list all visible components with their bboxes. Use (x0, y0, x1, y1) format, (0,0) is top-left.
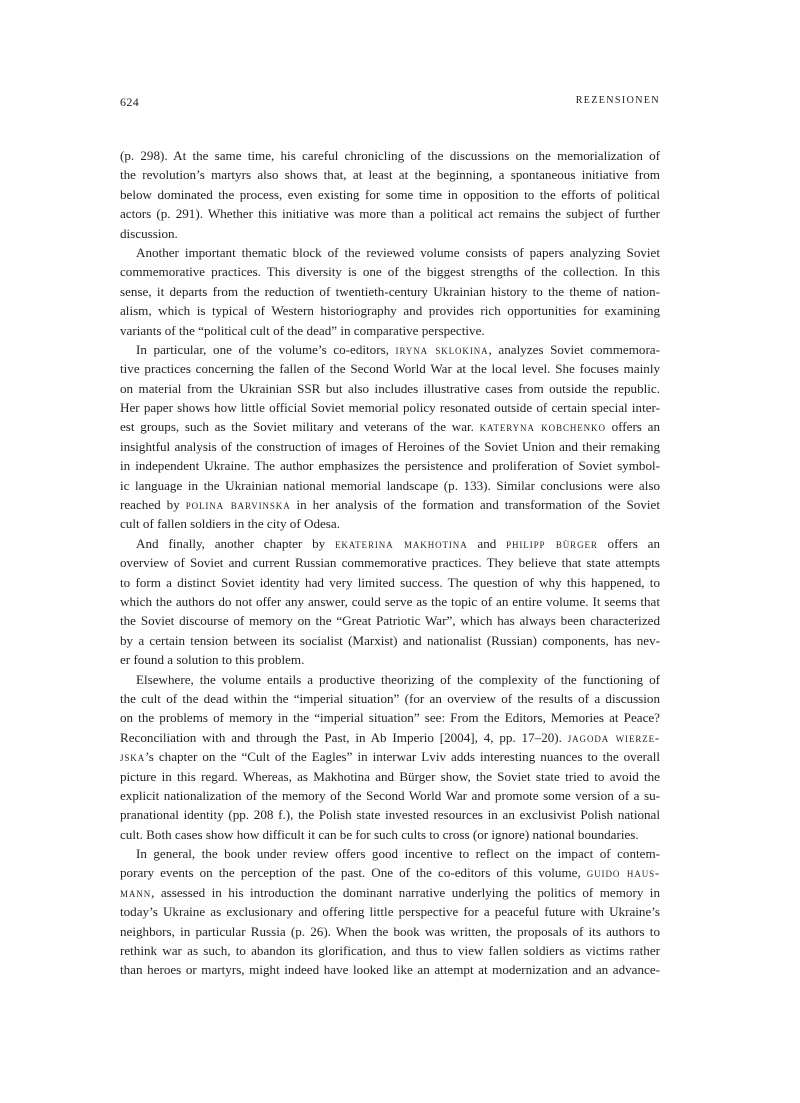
text-span: reached by (120, 497, 186, 513)
text-span: than heroes or martyrs, might indeed have looked like an attempt at modernization and an advance- (120, 962, 660, 978)
text-span: alism, which is typical of Western historiography and provides rich opportunities for examining (120, 303, 660, 319)
text-line (120, 650, 660, 669)
text-span: overview of Soviet and current Russian commemorative practices. They believe that state attempts (120, 555, 660, 571)
text-line (120, 301, 660, 320)
text-line (120, 417, 660, 436)
text-line (120, 863, 660, 882)
text-line (120, 204, 660, 223)
text-span: picture in this regard. Whereas, as Makhotina and Bürger show, the Soviet state tried to avoid the (120, 768, 660, 784)
text-span: sense, it departs from the reduction of twentieth-century Ukrainian history to the theme of nation- (120, 283, 660, 299)
text-span: and (467, 535, 507, 551)
text-line (120, 146, 660, 165)
author-name: iryna sklokina (395, 342, 489, 357)
text-span: explicit nationalization of the memory of the Second World War and promote some version of a su- (120, 787, 660, 803)
text-line (120, 767, 660, 786)
text-line (120, 728, 660, 747)
text-span: to form a distinct Soviet identity had very limited success. The question of why this happened, to (120, 574, 660, 590)
running-head (120, 95, 660, 111)
text-line (120, 670, 660, 689)
text-line (120, 689, 660, 708)
text-line (120, 514, 660, 533)
text-line (120, 243, 660, 262)
text-line (120, 282, 660, 301)
text-span: in independent Ukraine. The author emphasizes the persistence and proliferation of Soviet symbol- (120, 458, 660, 474)
text-line (120, 747, 660, 766)
text-span: er found a solution to this problem. (120, 652, 305, 668)
text-span: cult of fallen soldiers in the city of Odesa. (120, 516, 340, 532)
text-line (120, 456, 660, 475)
review-body-text (120, 146, 660, 980)
text-span: cult. Both cases show how difficult it can be for such cults to cross (or ignore) national boundaries. (120, 826, 639, 842)
text-span: today’s Ukraine as exclusionary and offering little perspective for a peaceful future with Ukraine’s (120, 904, 660, 920)
text-line (120, 379, 660, 398)
text-line (120, 922, 660, 941)
text-span: actors (p. 291). Whether this initiative was more than a political act remains the subject of further (120, 206, 660, 222)
text-line (120, 825, 660, 844)
text-span: tive practices concerning the fallen of the Second World War at the local level. She focuses mainly (120, 361, 660, 377)
text-line (120, 805, 660, 824)
text-span: Her paper shows how little official Soviet memorial policy resonated outside of certain special inter- (120, 400, 660, 416)
text-span: the revolution’s martyrs also shows that, at least at the beginning, a spontaneous initiative from (120, 167, 660, 183)
text-span: on the problems of memory in the “imperial situation” see: From the Editors, Memories at Peace? (120, 710, 660, 726)
text-span: (p. 298). At the same time, his careful chronicling of the discussions on the memorialization of (120, 148, 660, 163)
text-span: pranational identity (pp. 208 f.), the Polish state invested resources in an exclusivist Polish national (120, 807, 660, 823)
text-line (120, 553, 660, 572)
author-name: jska (120, 750, 146, 765)
text-span: the Soviet discourse of memory on the “Great Patriotic War”, which has always been characterized (120, 613, 660, 629)
text-span: Elsewhere, the volume entails a productive theorizing of the complexity of the functioning of (136, 671, 660, 687)
text-line (120, 611, 660, 630)
text-line (120, 321, 660, 340)
text-line (120, 534, 660, 553)
text-line (120, 631, 660, 650)
text-line (120, 844, 660, 863)
author-name: jagoda wierze- (567, 730, 660, 745)
text-line (120, 902, 660, 921)
text-line (120, 708, 660, 727)
text-span: ’s chapter on the “Cult of the Eagles” in interwar Lviv adds interesting nuances to the overall (145, 749, 660, 765)
text-line (120, 786, 660, 805)
text-span: offers an (597, 535, 660, 551)
text-span: , assessed in his introduction the dominant narrative underlying the politics of memory in (151, 884, 660, 900)
text-span: porary events on the perception of the past. One of the co-editors of this volume, (120, 865, 587, 881)
author-name: guido haus- (586, 866, 660, 881)
text-span: on material from the Ukrainian SSR but also includes illustrative cases from outside the republic. (120, 380, 660, 396)
author-name: mann (120, 885, 152, 900)
author-name: ekaterina makhotina (334, 536, 468, 551)
text-span: In particular, one of the volume’s co-editors, (136, 341, 396, 357)
text-span: ic language in the Ukrainian national memorial landscape (p. 133). Similar conclusions were also (120, 477, 660, 493)
text-line (120, 359, 660, 378)
text-span: insightful analysis of the construction of images of Heroines of the Soviet Union and their remaking (120, 438, 660, 454)
text-line (120, 592, 660, 611)
text-line (120, 883, 660, 902)
text-span: est groups, such as the Soviet military and veterans of the war. (120, 419, 480, 435)
text-line (120, 165, 660, 184)
text-line (120, 398, 660, 417)
author-name: philipp bürger (506, 536, 598, 551)
text-line (120, 185, 660, 204)
text-line (120, 960, 660, 979)
text-span: Reconciliation with and through the Past, in Ab Imperio [2004], 4, pp. 17–20). (120, 729, 568, 745)
text-span: Another important thematic block of the reviewed volume consists of papers analyzing Soviet (136, 244, 660, 260)
text-span: variants of the “political cult of the dead” in comparative perspective. (120, 322, 485, 338)
author-name: kateryna kobchenko (479, 420, 606, 435)
text-span: discussion. (120, 225, 178, 241)
text-line (120, 224, 660, 243)
text-line (120, 262, 660, 281)
text-span: rethink war as such, to abandon its glorification, and thus to view fallen soldiers as victims rather (120, 943, 660, 959)
text-span: in her analysis of the formation and transformation of the Soviet (290, 497, 660, 513)
text-span: commemorative practices. This diversity is one of the biggest strengths of the collection. In this (120, 264, 660, 280)
text-span: , analyzes Soviet commemora- (488, 341, 660, 357)
text-span: by a certain tension between its socialist (Marxist) and nationalist (Russian) components, has nev- (120, 632, 660, 648)
text-line (120, 573, 660, 592)
page-number: 624 (120, 95, 140, 109)
text-line (120, 340, 660, 359)
author-name: polina barvinska (185, 498, 291, 513)
text-span: the cult of the dead within the “imperial situation” (for an overview of the results of a discussion (120, 690, 660, 706)
text-line (120, 941, 660, 960)
text-line (120, 495, 660, 514)
text-span: neighbors, in particular Russia (p. 26). When the book was written, the proposals of its authors to (120, 923, 660, 939)
text-span: below dominated the process, even existing for some time in opposition to the efforts of political (120, 186, 660, 202)
text-span: which the authors do not offer any answer, could serve as the topic of an entire volume. It seems that (120, 593, 660, 609)
text-span: offers an (605, 419, 660, 435)
text-line (120, 437, 660, 456)
text-line (120, 476, 660, 495)
section-title: REZENSIONEN (575, 95, 660, 106)
text-span: In general, the book under review offers good incentive to reflect on the impact of contem- (136, 846, 660, 862)
text-span: And finally, another chapter by (136, 535, 335, 551)
